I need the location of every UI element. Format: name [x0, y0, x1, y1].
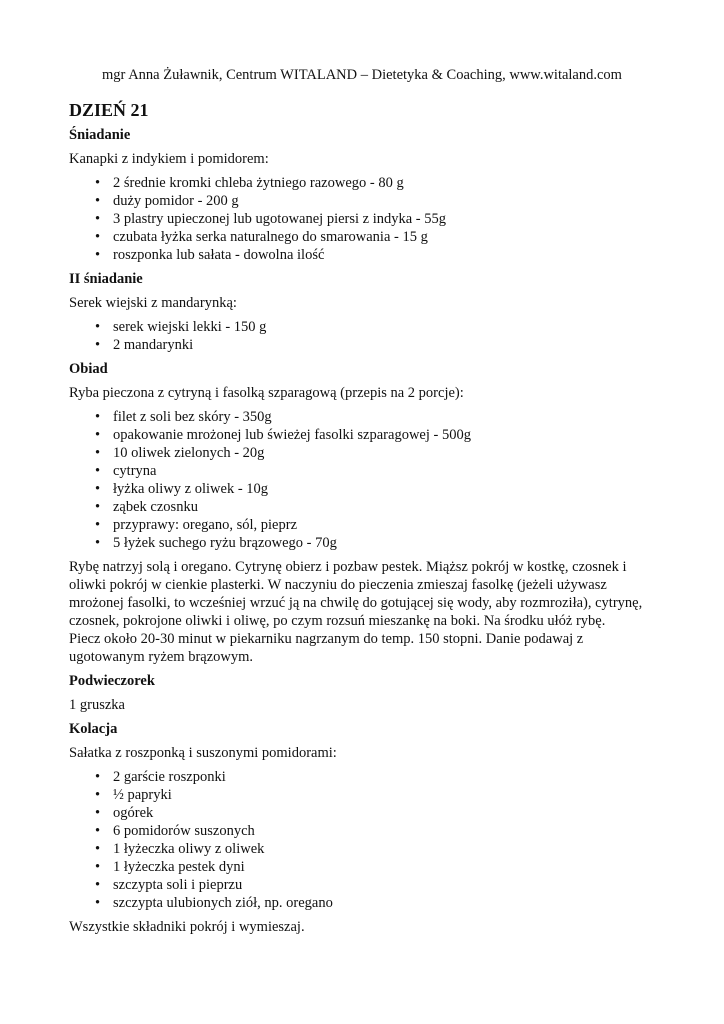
- ingredient-text: przyprawy: oregano, sól, pieprz: [113, 517, 298, 533]
- list-item: [95, 480, 669, 498]
- breakfast-ingredient-list: [69, 174, 669, 264]
- dinner-description: Sałatka z roszponką i suszonymi pomidorami:: [69, 745, 337, 761]
- ingredient-text: ząbek czosnku: [113, 499, 198, 515]
- bullet-icon: •: [95, 463, 101, 479]
- dinner-ingredient-list: [69, 768, 669, 912]
- list-item: [95, 228, 669, 246]
- list-item: [95, 894, 669, 912]
- instruction-line: czosnek, pokrojone oliwki i oliwę, po czym rozsuń mieszankę na boki. Na środku ułóż rybę.: [69, 613, 606, 629]
- instruction-line: ugotowanym ryżem brązowym.: [69, 649, 254, 665]
- list-item: [95, 246, 669, 264]
- list-item: [95, 192, 669, 210]
- ingredient-text: łyżka oliwy z oliwek - 10g: [113, 481, 269, 497]
- bullet-icon: •: [95, 337, 101, 353]
- bullet-icon: •: [95, 859, 101, 875]
- list-item: [95, 840, 669, 858]
- ingredient-text: 5 łyżek suchego ryżu brązowego - 70g: [113, 535, 337, 551]
- lunch-instructions: [69, 558, 669, 666]
- diet-day-content: [69, 98, 669, 942]
- bullet-icon: •: [95, 787, 101, 803]
- ingredient-text: ogórek: [113, 805, 154, 821]
- bullet-icon: •: [95, 409, 101, 425]
- afternoon-snack-heading: Podwieczorek: [69, 673, 155, 689]
- bullet-icon: •: [95, 769, 101, 785]
- bullet-icon: •: [95, 175, 101, 191]
- bullet-icon: •: [95, 841, 101, 857]
- bullet-icon: •: [95, 535, 101, 551]
- ingredient-text: 6 pomidorów suszonych: [113, 823, 255, 839]
- dinner-heading: Kolacja: [69, 721, 118, 737]
- list-item: [95, 786, 669, 804]
- list-item: [95, 408, 669, 426]
- ingredient-text: duży pomidor - 200 g: [113, 193, 239, 209]
- ingredient-text: serek wiejski lekki - 150 g: [113, 319, 267, 335]
- ingredient-text: 1 łyżeczka oliwy z oliwek: [113, 841, 265, 857]
- bullet-icon: •: [95, 481, 101, 497]
- bullet-icon: •: [95, 517, 101, 533]
- afternoon-snack-description: 1 gruszka: [69, 697, 125, 713]
- ingredient-text: opakowanie mrożonej lub świeżej fasolki szparagowej - 500g: [113, 427, 471, 443]
- dinner-instructions: Wszystkie składniki pokrój i wymieszaj.: [69, 919, 305, 935]
- bullet-icon: •: [95, 247, 101, 263]
- list-item: [95, 444, 669, 462]
- list-item: [95, 534, 669, 552]
- bullet-icon: •: [95, 895, 101, 911]
- bullet-icon: •: [95, 823, 101, 839]
- ingredient-text: 2 garście roszponki: [113, 769, 226, 785]
- bullet-icon: •: [95, 427, 101, 443]
- second-breakfast-description: Serek wiejski z mandarynką:: [69, 295, 237, 311]
- day-title: DZIEŃ 21: [69, 100, 149, 120]
- list-item: [95, 858, 669, 876]
- bullet-icon: •: [95, 445, 101, 461]
- ingredient-text: cytryna: [113, 463, 157, 479]
- ingredient-text: 3 plastry upieczonej lub ugotowanej piersi z indyka - 55g: [113, 211, 447, 227]
- list-item: [95, 336, 669, 354]
- list-item: [95, 516, 669, 534]
- ingredient-text: 10 oliwek zielonych - 20g: [113, 445, 265, 461]
- ingredient-text: filet z soli bez skóry - 350g: [113, 409, 272, 425]
- bullet-icon: •: [95, 319, 101, 335]
- list-item: [95, 210, 669, 228]
- bullet-icon: •: [95, 211, 101, 227]
- bullet-icon: •: [95, 499, 101, 515]
- ingredient-text: ½ papryki: [113, 787, 172, 803]
- instruction-line: Piecz około 20-30 minut w piekarniku nagrzanym do temp. 150 stopni. Danie podawaj z: [69, 631, 584, 647]
- list-item: [95, 498, 669, 516]
- list-item: [95, 876, 669, 894]
- bullet-icon: •: [95, 805, 101, 821]
- list-item: [95, 318, 669, 336]
- second-breakfast-ingredient-list: [69, 318, 669, 354]
- instruction-line: oliwki pokrój w cienkie plasterki. W naczyniu do pieczenia zmieszaj fasolkę (jeżeli używasz: [69, 577, 607, 593]
- instruction-line: Rybę natrzyj solą i oregano. Cytrynę obierz i pozbaw pestek. Miąższ pokrój w kostkę, czosnek i: [69, 559, 627, 575]
- ingredient-text: roszponka lub sałata - dowolna ilość: [113, 247, 325, 263]
- bullet-icon: •: [95, 193, 101, 209]
- instruction-line: mrożonej fasolki, to wcześniej wrzuć ją na chwilę do gotującej się wody, aby rozmroziła), cytrynę,: [69, 595, 643, 611]
- list-item: [95, 174, 669, 192]
- lunch-heading: Obiad: [69, 361, 108, 377]
- list-item: [95, 426, 669, 444]
- list-item: [95, 822, 669, 840]
- lunch-ingredient-list: [69, 408, 669, 552]
- ingredient-text: 2 mandarynki: [113, 337, 194, 353]
- lunch-description: Ryba pieczona z cytryną i fasolką szparagową (przepis na 2 porcje):: [69, 385, 464, 401]
- ingredient-text: szczypta ulubionych ziół, np. oregano: [113, 895, 333, 911]
- ingredient-text: czubata łyżka serka naturalnego do smarowania - 15 g: [113, 229, 428, 245]
- ingredient-text: szczypta soli i pieprzu: [113, 877, 243, 893]
- bullet-icon: •: [95, 229, 101, 245]
- second-breakfast-heading: II śniadanie: [69, 271, 143, 287]
- bullet-icon: •: [95, 877, 101, 893]
- ingredient-text: 2 średnie kromki chleba żytniego razowego - 80 g: [113, 175, 404, 191]
- page-header: mgr Anna Żuławnik, Centrum WITALAND – Dietetyka & Coaching, www.witaland.com: [102, 67, 622, 83]
- list-item: [95, 804, 669, 822]
- breakfast-heading: Śniadanie: [69, 127, 131, 143]
- breakfast-description: Kanapki z indykiem i pomidorem:: [69, 151, 269, 167]
- ingredient-text: 1 łyżeczka pestek dyni: [113, 859, 245, 875]
- list-item: [95, 768, 669, 786]
- list-item: [95, 462, 669, 480]
